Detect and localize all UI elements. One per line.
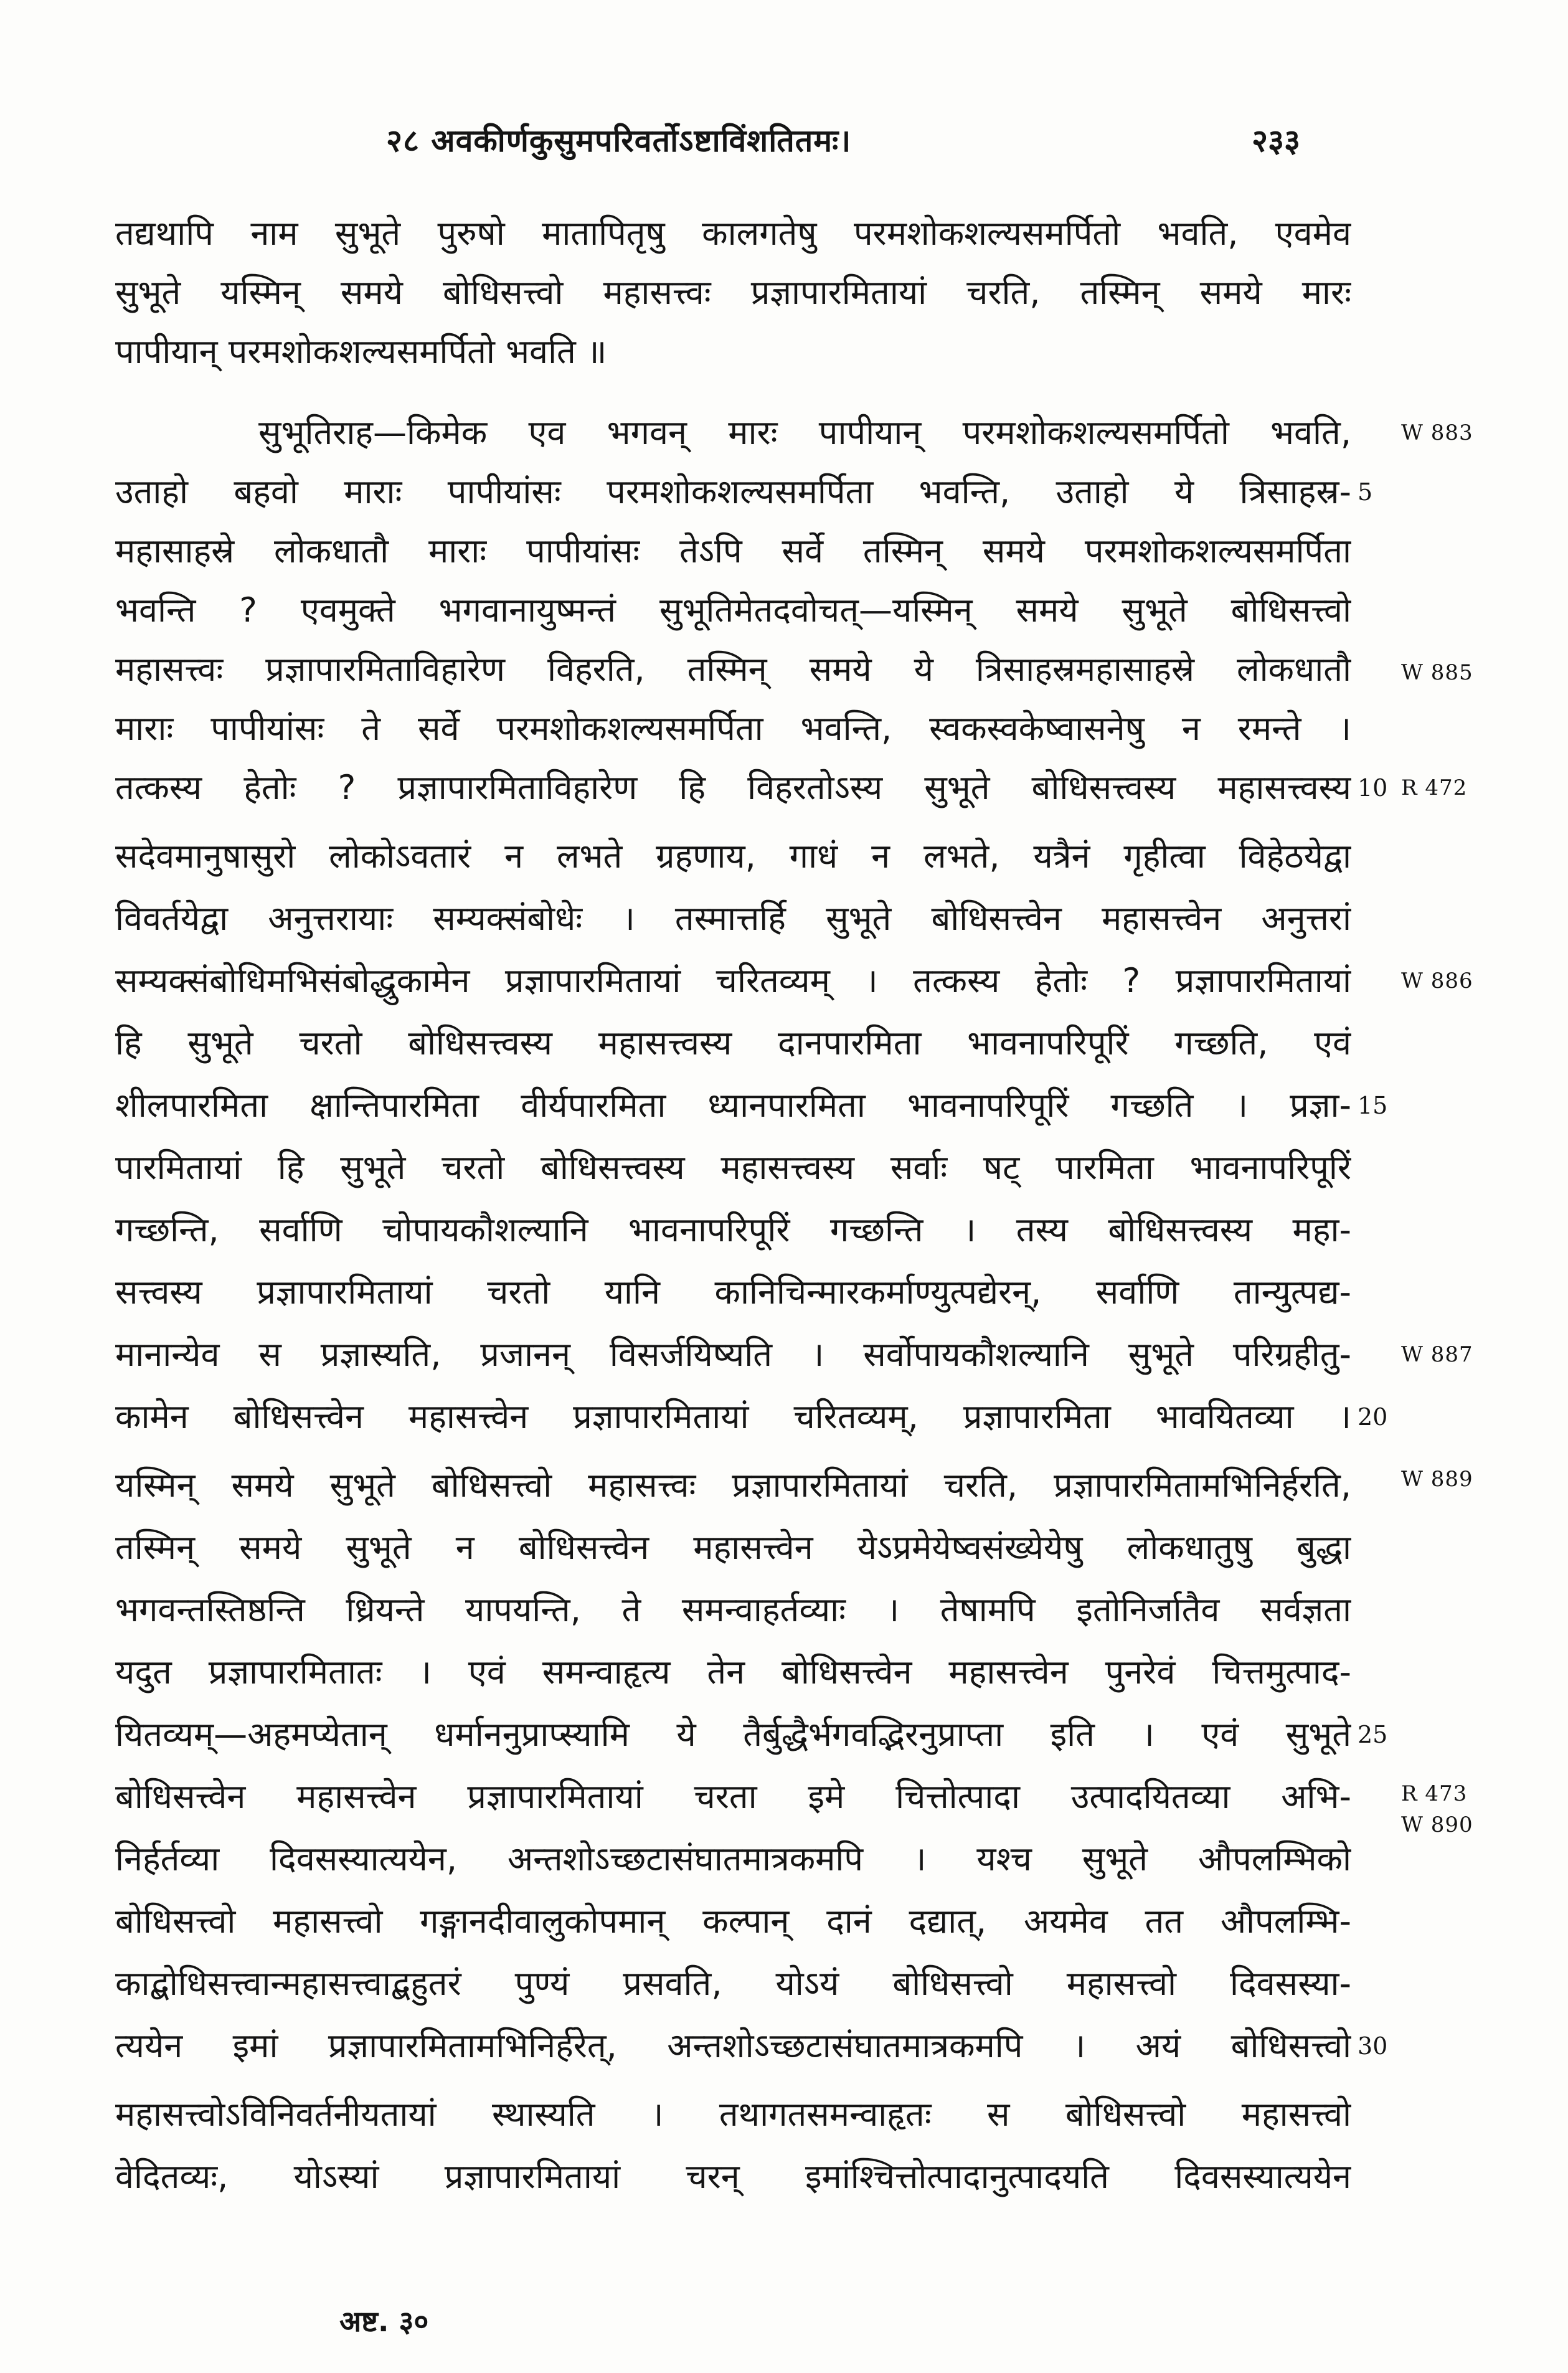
marginal-reference: W 885 — [1401, 660, 1473, 685]
marginal-reference: R 472 — [1401, 775, 1468, 800]
text-line: मानान्येव स प्रज्ञास्यति, प्रजानन् विसर्जयिष्यति । सर्वोपायकौशल्यानि सुभूते परिग्रहीतु- — [115, 1335, 1351, 1374]
page-number: २३३ — [1252, 123, 1300, 159]
text-line: यस्मिन् समये सुभूते बोधिसत्त्वो महासत्त्वः प्रज्ञापारमितायां चरति, प्रज्ञापारमितामभिनिर्हरति, — [115, 1466, 1351, 1505]
line-number: 15 — [1358, 1092, 1388, 1119]
text-line: भवन्ति ? एवमुक्ते भगवानायुष्मन्तं सुभूतिमेतदवोचत्—यस्मिन् समये सुभूते बोधिसत्त्वो — [115, 590, 1351, 630]
text-line: सत्त्वस्य प्रज्ञापारमितायां चरतो यानि कानिचिन्मारकर्माण्युत्पद्येरन्, सर्वाणि तान्युत्पद्य- — [115, 1272, 1351, 1312]
marginal-reference: W 886 — [1401, 969, 1473, 993]
text-line: वेदितव्यः, योऽस्यां प्रज्ञापारमितायां चरन् इमांश्चित्तोत्पादानुत्पादयति दिवसस्यात्ययेन — [115, 2157, 1351, 2196]
line-number: 20 — [1358, 1403, 1388, 1431]
text-line: बोधिसत्त्वेन महासत्त्वेन प्रज्ञापारमितायां चरता इमे चित्तोत्पादा उत्पादयितव्या अभि- — [115, 1777, 1351, 1816]
text-line: सुभूते यस्मिन् समये बोधिसत्त्वो महासत्त्वः प्रज्ञापारमितायां चरति, तस्मिन् समये मारः — [115, 273, 1351, 312]
text-line: गच्छन्ति, सर्वाणि चोपायकौशल्यानि भावनापरिपूरिं गच्छन्ति । तस्य बोधिसत्त्वस्य महा- — [115, 1210, 1351, 1249]
text-line: माराः पापीयांसः ते सर्वे परमशोकशल्यसमर्पिता भवन्ति, स्वकस्वकेष्वासनेषु न रमन्ते । — [115, 709, 1351, 748]
text-line: पापीयान् परमशोकशल्यसमर्पितो भवति ॥ — [115, 332, 607, 371]
text-line: काद्बोधिसत्त्वान्महासत्त्वाद्बहुतरं पुण्यं प्रसवति, योऽयं बोधिसत्त्वो महासत्त्वो दिवसस्या- — [115, 1964, 1351, 2003]
text-line: हि सुभूते चरतो बोधिसत्त्वस्य महासत्त्वस्य दानपारमिता भावनापरिपूरिं गच्छति, एवं — [115, 1023, 1351, 1063]
marginal-reference: W 889 — [1401, 1467, 1473, 1492]
marginal-reference: W 887 — [1401, 1342, 1473, 1367]
text-line: सम्यक्संबोधिमभिसंबोद्धुकामेन प्रज्ञापारमितायां चरितव्यम् । तत्कस्य हेतोः ? प्रज्ञापारमितायां — [115, 961, 1351, 1000]
text-line: सुभूतिराह—किमेक एव भगवन् मारः पापीयान् परमशोकशल्यसमर्पितो भवति, — [258, 413, 1351, 452]
line-number: 5 — [1358, 478, 1373, 506]
line-number: 25 — [1358, 1721, 1388, 1748]
text-line: यदुत प्रज्ञापारमितातः । एवं समन्वाहृत्य तेन बोधिसत्त्वेन महासत्त्वेन पुनरेवं चित्तमुत्पाद- — [115, 1652, 1351, 1692]
text-line: यितव्यम्—अहमप्येतान् धर्माननुप्राप्स्यामि ये तैर्बुद्धैर्भगवद्भिरनुप्राप्ता इति । एवं सुभूते — [115, 1715, 1351, 1754]
text-line: भगवन्तस्तिष्ठन्ति ध्रियन्ते यापयन्ति, ते समन्वाहर्तव्याः । तेषामपि इतोनिर्जातैव सर्वज्ञता — [115, 1590, 1351, 1629]
text-line: त्ययेन इमां प्रज्ञापारमितामभिनिर्हरेत्, अन्तशोऽच्छटासंघातमात्रकमपि । अयं बोधिसत्त्वो — [115, 2026, 1351, 2065]
text-line: उताहो बहवो माराः पापीयांसः परमशोकशल्यसमर्पिता भवन्ति, उताहो ये त्रिसाहस्र- — [115, 472, 1351, 511]
marginal-reference: W 883 — [1401, 420, 1473, 445]
line-number: 30 — [1358, 2032, 1388, 2060]
text-line: महासाहस्रे लोकधातौ माराः पापीयांसः तेऽपि सर्वे तस्मिन् समये परमशोकशल्यसमर्पिता — [115, 531, 1351, 571]
text-line: कामेन बोधिसत्त्वेन महासत्त्वेन प्रज्ञापारमितायां चरितव्यम्, प्रज्ञापारमिता भावयितव्या । — [115, 1397, 1351, 1436]
running-header-title: २८ अवकीर्णकुसुमपरिवर्तोऽष्टाविंशतितमः। — [386, 123, 852, 159]
text-line: महासत्त्वः प्रज्ञापारमिताविहारेण विहरति, तस्मिन् समये ये त्रिसाहस्रमहासाहस्रे लोकधातौ — [115, 650, 1351, 689]
text-line: पारमितायां हि सुभूते चरतो बोधिसत्त्वस्य महासत्त्वस्य सर्वाः षट् पारमिता भावनापरिपूरिं — [115, 1148, 1351, 1187]
text-line: तस्मिन् समये सुभूते न बोधिसत्त्वेन महासत्त्वेन येऽप्रमेयेष्वसंख्येयेषु लोकधातुषु बुद्धा — [115, 1528, 1351, 1567]
text-line: सदेवमानुषासुरो लोकोऽवतारं न लभते ग्रहणाय, गाधं न लभते, यत्रैनं गृहीत्वा विहेठयेद्वा — [115, 836, 1351, 876]
text-line: तद्यथापि नाम सुभूते पुरुषो मातापितृषु कालगतेषु परमशोकशल्यसमर्पितो भवति, एवमेव — [115, 214, 1351, 253]
text-line: तत्कस्य हेतोः ? प्रज्ञापारमिताविहारेण हि विहरतोऽस्य सुभूते बोधिसत्त्वस्य महासत्त्वस्य — [115, 768, 1351, 807]
marginal-reference: W 890 — [1401, 1812, 1473, 1837]
text-line: बोधिसत्त्वो महासत्त्वो गङ्गानदीवालुकोपमान् कल्पान् दानं दद्यात्, अयमेव तत औपलम्भि- — [115, 1902, 1351, 1941]
text-line: महासत्त्वोऽविनिवर्तनीयतायां स्थास्यति । तथागतसमन्वाहृतः स बोधिसत्त्वो महासत्त्वो — [115, 2095, 1351, 2134]
text-line: निर्हर्तव्या दिवसस्यात्ययेन, अन्तशोऽच्छटासंघातमात्रकमपि । यश्च सुभूते औपलम्भिको — [115, 1839, 1351, 1878]
line-number: 10 — [1358, 774, 1388, 802]
marginal-reference: R 473 — [1401, 1781, 1468, 1806]
text-line: विवर्तयेद्वा अनुत्तरायाः सम्यक्संबोधेः । तस्मात्तर्हि सुभूते बोधिसत्त्वेन महासत्त्वेन अनुत्तरां — [115, 899, 1351, 938]
signature-mark: अष्ट. ३० — [339, 2304, 429, 2338]
text-line: शीलपारमिता क्षान्तिपारमिता वीर्यपारमिता ध्यानपारमिता भावनापरिपूरिं गच्छति । प्रज्ञा- — [115, 1086, 1351, 1125]
